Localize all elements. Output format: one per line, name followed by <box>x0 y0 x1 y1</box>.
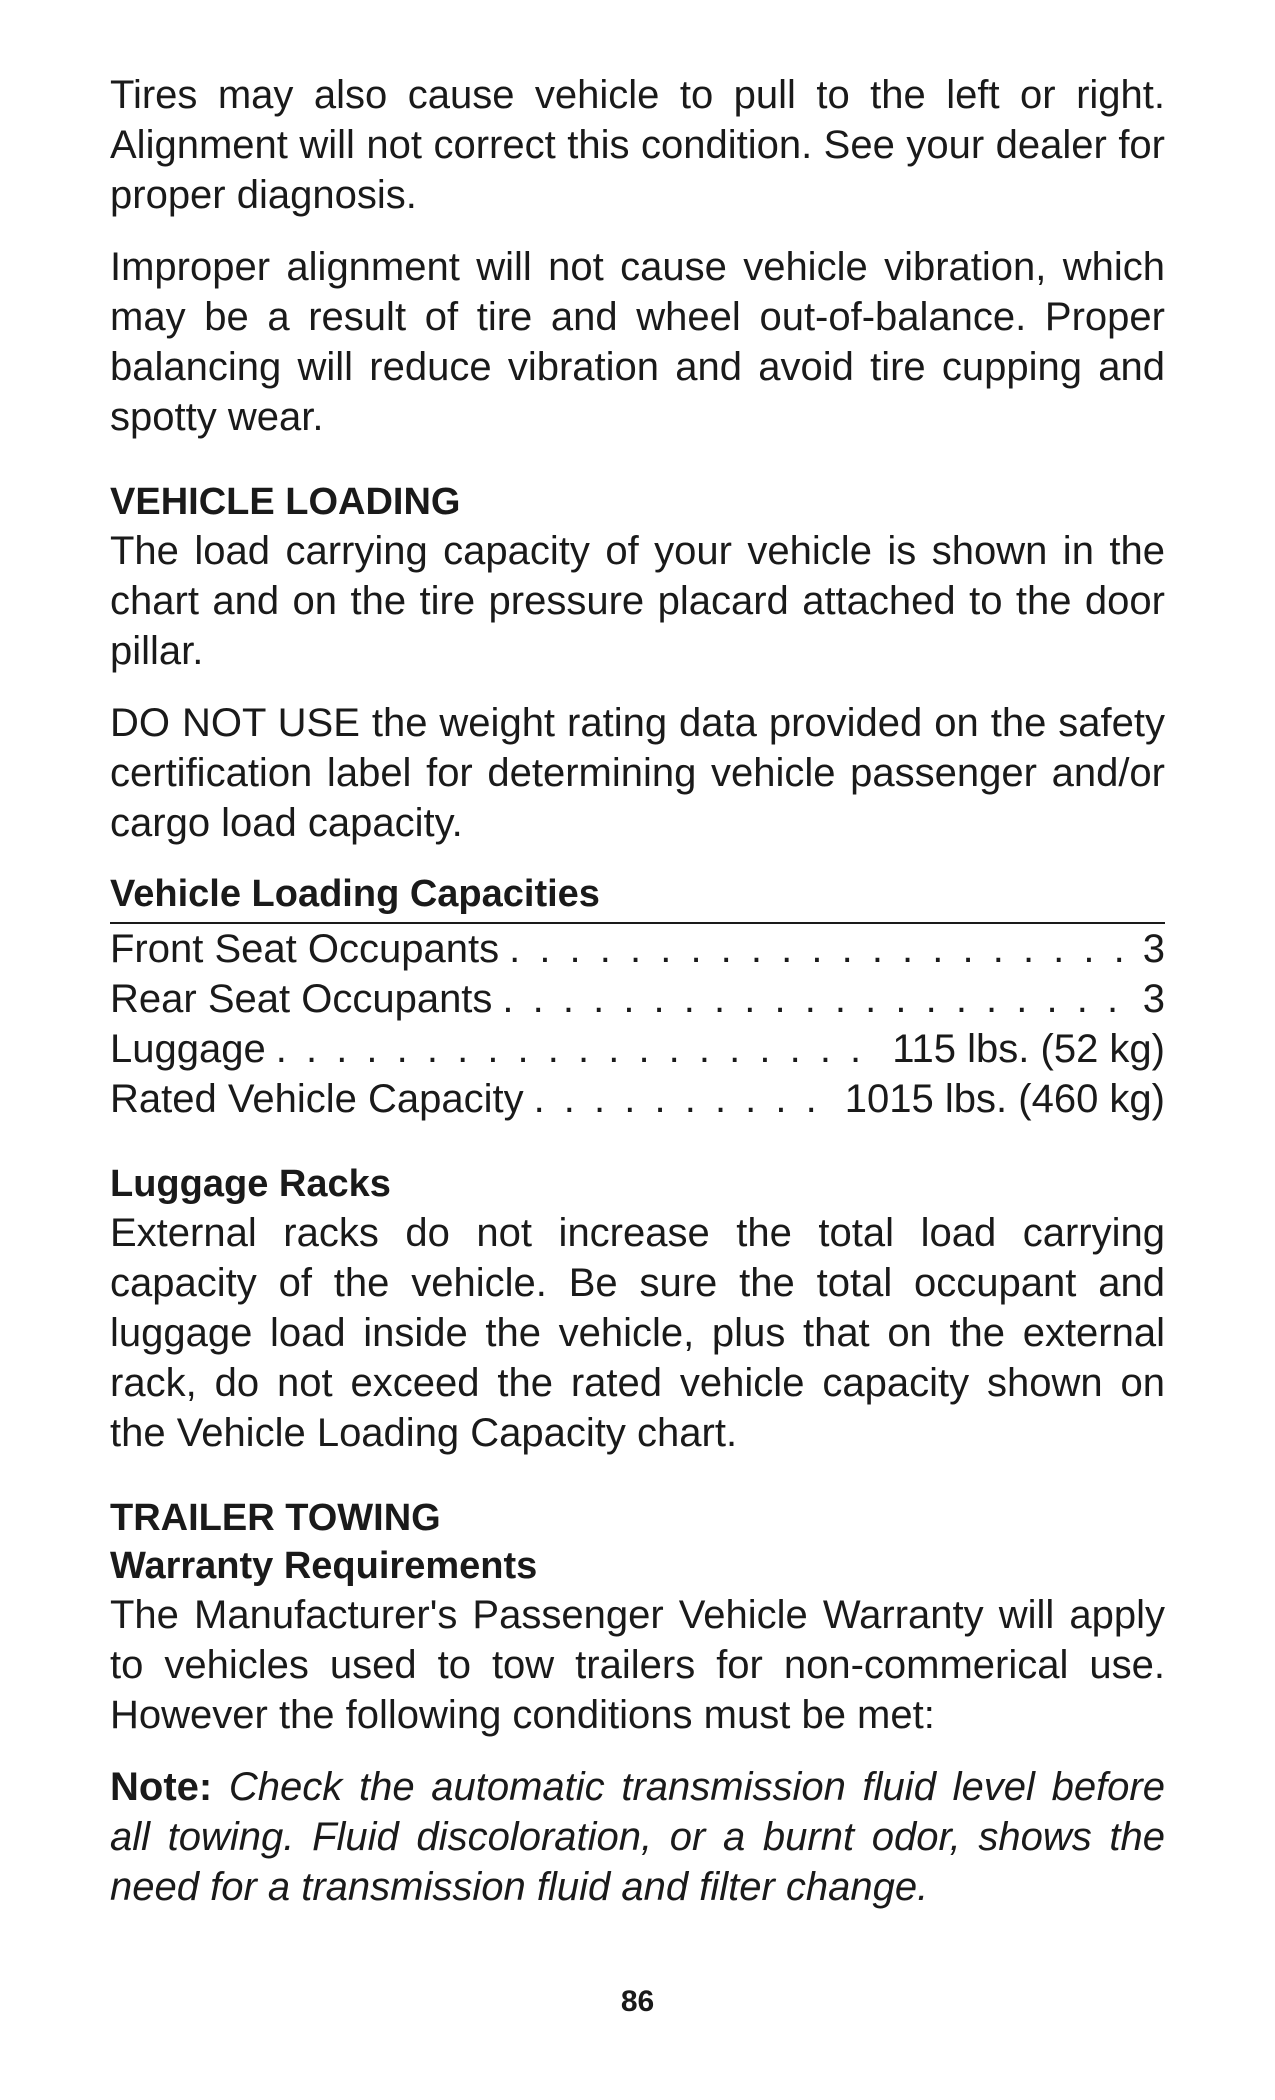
dot-leader <box>509 924 1133 974</box>
row-label: Rated Vehicle Capacity <box>110 1077 524 1121</box>
warranty-paragraph: The Manufacturer's Passenger Vehicle Warranty will apply to vehicles used to tow trailers for non-commerical use. However the following conditions must be met: <box>110 1593 1165 1737</box>
intro-paragraph-2: Improper alignment will not cause vehicle vibration, which may be a result of tire and wheel out-of-balance. Proper balancing will reduce vibration and avoid tire cupping and spotty wear. <box>110 245 1165 439</box>
dot-leader <box>502 974 1132 1024</box>
luggage-racks-paragraph: External racks do not increase the total load carrying capacity of the vehicle. Be sure the total occupant and luggage load inside the vehicle, plus that on the external rack, do not exceed the rated vehicle capacity shown on the Vehicle Loading Capacity chart. <box>110 1211 1165 1455</box>
row-label: Rear Seat Occupants <box>110 977 493 1021</box>
page-number: 86 <box>620 1985 655 2018</box>
vehicle-loading-heading: VEHICLE LOADING <box>110 481 461 523</box>
row-label: Luggage <box>110 1027 266 1071</box>
dot-leader <box>534 1074 835 1124</box>
row-label: Front Seat Occupants <box>110 927 500 971</box>
row-value: 3 <box>1142 927 1165 971</box>
trailer-towing-heading: TRAILER TOWING <box>110 1497 441 1539</box>
capacities-table-title: Vehicle Loading Capacities <box>110 870 1165 924</box>
note-label: Note: <box>110 1765 213 1809</box>
luggage-racks-heading: Luggage Racks <box>110 1163 391 1205</box>
table-row <box>110 974 1165 1024</box>
warranty-requirements-heading: Warranty Requirements <box>110 1545 538 1587</box>
dot-leader <box>276 1024 883 1074</box>
vehicle-loading-paragraph-1: The load carrying capacity of your vehicle is shown in the chart and on the tire pressure placard attached to the door pillar. <box>110 529 1165 673</box>
table-row <box>110 1074 1165 1124</box>
table-row <box>110 924 1165 974</box>
vehicle-loading-paragraph-2: DO NOT USE the weight rating data provided on the safety certification label for determining vehicle passenger and/or cargo load capacity. <box>110 701 1165 845</box>
manual-page <box>110 70 1165 1912</box>
note-paragraph <box>110 1762 1165 1912</box>
row-value: 3 <box>1142 977 1165 1021</box>
table-row <box>110 1024 1165 1074</box>
capacities-table <box>110 924 1165 1124</box>
row-value: 1015 lbs. (460 kg) <box>844 1077 1165 1121</box>
row-value: 115 lbs. (52 kg) <box>892 1027 1165 1071</box>
intro-paragraph-1: Tires may also cause vehicle to pull to the left or right. Alignment will not correct this condition. See your dealer for proper diagnosis. <box>110 73 1165 217</box>
note-text: Check the automatic transmission fluid level before all towing. Fluid discoloration, or a burnt odor, shows the need for a transmission fluid and filter change. <box>110 1765 1165 1909</box>
